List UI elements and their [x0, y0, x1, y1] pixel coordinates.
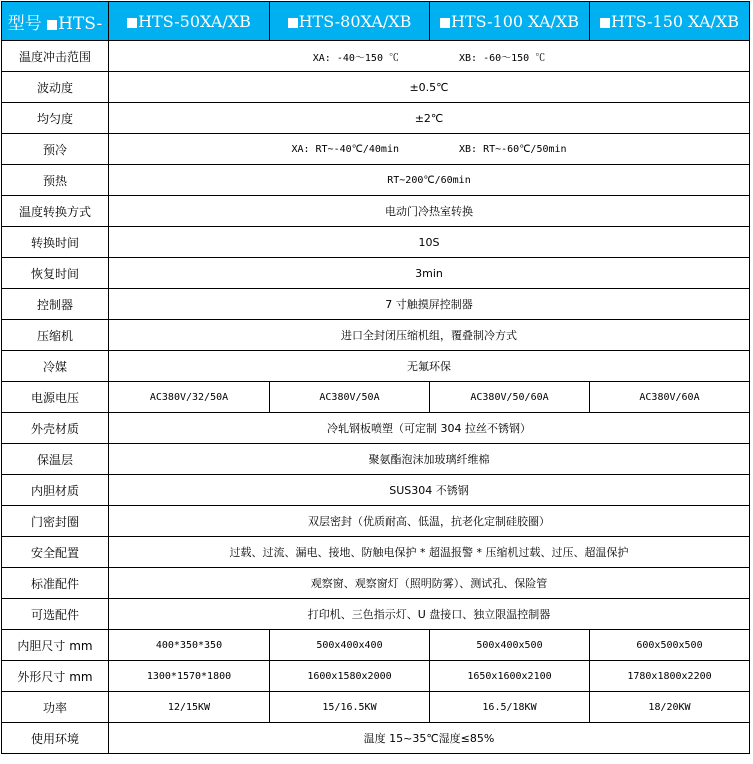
table-row [2, 227, 750, 258]
table-row [2, 537, 750, 568]
optional-parts-value: 打印机、三色指示灯、U 盘接口、独立限温控制器 [109, 599, 750, 630]
door-seal-value: 双层密封（优质耐高、低温，抗老化定制硅胶圈） [109, 506, 750, 537]
uniformity-value: ±2℃ [109, 103, 750, 134]
recovery-time-value: 3min [109, 258, 750, 289]
power-150: 18/20KW [590, 692, 750, 723]
model-150-header [590, 2, 750, 41]
model-50-header [109, 2, 270, 41]
outer-size-150: 1780x1800x2200 [590, 661, 750, 692]
model-label: 型号 [7, 13, 42, 34]
table-row [2, 196, 750, 227]
row-label: 可选配件 [2, 599, 109, 630]
switch-time-value: 10S [109, 227, 750, 258]
refrigerant-value: 无氟环保 [109, 351, 750, 382]
power-100: 16.5/18KW [430, 692, 590, 723]
table-row [2, 258, 750, 289]
row-label: 温度冲击范围 [2, 41, 109, 72]
table-row [2, 413, 750, 444]
row-label: 波动度 [2, 72, 109, 103]
inner-size-80: 500x400x400 [270, 630, 430, 661]
table-row [2, 568, 750, 599]
table-row [2, 165, 750, 196]
table-row [2, 72, 750, 103]
temp-range-cell [109, 41, 750, 72]
power-supply-100: AC380V/50/60A [430, 382, 590, 413]
environment-value: 温度 15~35℃湿度≤85% [109, 723, 750, 754]
row-label: 预热 [2, 165, 109, 196]
temp-range-xa: XA: -40～150 ℃ [312, 52, 399, 64]
model-50-name: HTS-50XA/XB [138, 11, 251, 31]
spec-table [1, 1, 750, 754]
row-label: 保温层 [2, 444, 109, 475]
model-80-name: HTS-80XA/XB [298, 11, 412, 31]
table-row [2, 382, 750, 413]
power-50: 12/15KW [109, 692, 270, 723]
temp-range-xb: XB: -60～150 ℃ [459, 52, 546, 64]
precool-xb: XB: RT~-60℃/50min [459, 143, 567, 155]
precool-xa: XA: RT~-40℃/40min [291, 143, 399, 155]
outer-size-80: 1600x1580x2000 [270, 661, 430, 692]
table-row [2, 630, 750, 661]
row-label: 外壳材质 [2, 413, 109, 444]
header-row [2, 2, 750, 41]
table-row [2, 320, 750, 351]
table-row [2, 289, 750, 320]
fluctuation-value: ±0.5℃ [109, 72, 750, 103]
table-row [2, 599, 750, 630]
power-supply-80: AC380V/50A [270, 382, 430, 413]
table-row [2, 444, 750, 475]
row-label: 恢复时间 [2, 258, 109, 289]
power-supply-150: AC380V/60A [590, 382, 750, 413]
inner-size-100: 500x400x500 [430, 630, 590, 661]
row-label: 标准配件 [2, 568, 109, 599]
insulation-value: 聚氨酯泡沫加玻璃纤维棉 [109, 444, 750, 475]
square-mark-icon [288, 18, 298, 28]
shell-material-value: 冷轧钢板喷塑（可定制 304 拉丝不锈钢） [109, 413, 750, 444]
switch-mode-value: 电动门冷热室转换 [109, 196, 750, 227]
row-label: 使用环境 [2, 723, 109, 754]
outer-size-100: 1650x1600x2100 [430, 661, 590, 692]
power-80: 15/16.5KW [270, 692, 430, 723]
model-80-header [270, 2, 430, 41]
row-label: 控制器 [2, 289, 109, 320]
preheat-value: RT~200℃/60min [109, 165, 750, 196]
row-label: 安全配置 [2, 537, 109, 568]
power-supply-50: AC380V/32/50A [109, 382, 270, 413]
table-row [2, 351, 750, 382]
square-mark-icon [600, 18, 610, 28]
row-label: 温度转换方式 [2, 196, 109, 227]
inner-material-value: SUS304 不锈钢 [109, 475, 750, 506]
inner-size-50: 400*350*350 [109, 630, 270, 661]
outer-size-50: 1300*1570*1800 [109, 661, 270, 692]
table-row [2, 41, 750, 72]
inner-size-150: 600x500x500 [590, 630, 750, 661]
safety-value: 过载、过流、漏电、接地、防触电保护 * 超温报警 * 压缩机过载、过压、超温保护 [109, 537, 750, 568]
row-label: 功率 [2, 692, 109, 723]
square-mark-icon [47, 20, 57, 30]
row-label: 外形尺寸 mm [2, 661, 109, 692]
controller-value: 7 寸触摸屏控制器 [109, 289, 750, 320]
table-row [2, 661, 750, 692]
table-row [2, 134, 750, 165]
table-row [2, 506, 750, 537]
row-label: 内胆尺寸 mm [2, 630, 109, 661]
model-header-cell [2, 2, 109, 41]
row-label: 电源电压 [2, 382, 109, 413]
model-100-name: HTS-100 XA/XB [450, 11, 580, 31]
table-row [2, 723, 750, 754]
row-label: 冷媒 [2, 351, 109, 382]
precool-cell [109, 134, 750, 165]
model-150-name: HTS-150 XA/XB [610, 11, 740, 31]
table-row [2, 692, 750, 723]
row-label: 压缩机 [2, 320, 109, 351]
row-label: 转换时间 [2, 227, 109, 258]
row-label: 内胆材质 [2, 475, 109, 506]
table-row [2, 475, 750, 506]
model-100-header [430, 2, 590, 41]
compressor-value: 进口全封闭压缩机组，覆叠制冷方式 [109, 320, 750, 351]
table-row [2, 103, 750, 134]
square-mark-icon [127, 18, 137, 28]
square-mark-icon [440, 18, 450, 28]
row-label: 均匀度 [2, 103, 109, 134]
row-label: 门密封圈 [2, 506, 109, 537]
row-label: 预冷 [2, 134, 109, 165]
model-prefix: HTS- [58, 13, 103, 34]
standard-parts-value: 观察窗、观察窗灯（照明防雾）、测试孔、保险管 [109, 568, 750, 599]
